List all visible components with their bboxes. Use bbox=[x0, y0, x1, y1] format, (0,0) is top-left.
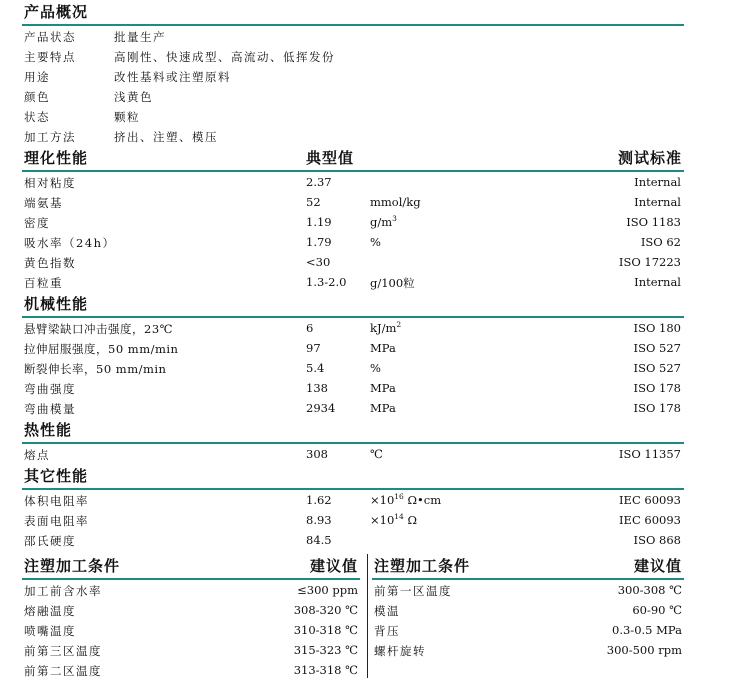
condition-value: 300-308 ℃ bbox=[617, 583, 682, 597]
table-row bbox=[22, 620, 360, 640]
test-standard: ISO 62 bbox=[640, 235, 681, 249]
unit-base: kJ/m bbox=[370, 321, 397, 335]
property-unit: % bbox=[370, 361, 381, 375]
property-value: 1.19 bbox=[306, 215, 332, 229]
property-value: 52 bbox=[306, 195, 321, 209]
table-row bbox=[22, 172, 684, 192]
test-standard: ISO 17223 bbox=[618, 255, 681, 269]
test-standard: ISO 868 bbox=[633, 533, 681, 547]
property-name: 百粒重 bbox=[24, 276, 63, 290]
property-value: 浅黄色 bbox=[114, 90, 153, 104]
processing-conditions bbox=[22, 554, 684, 678]
property-name: 黄色指数 bbox=[24, 256, 76, 270]
table-row bbox=[372, 640, 684, 660]
unit-suffix: Ω•cm bbox=[403, 493, 442, 507]
property-value: 挤出、注塑、模压 bbox=[114, 130, 218, 144]
table-row bbox=[22, 212, 684, 232]
property-name: 弯曲强度 bbox=[24, 382, 76, 396]
condition-value: 60-90 ℃ bbox=[632, 603, 682, 617]
unit-superscript: 14 bbox=[394, 512, 404, 522]
section-title: 注塑加工条件 bbox=[374, 557, 471, 575]
property-name: 用途 bbox=[24, 70, 50, 84]
property-unit: MPa bbox=[370, 401, 396, 415]
section-header-overview bbox=[22, 0, 684, 26]
property-unit bbox=[370, 513, 417, 527]
property-value: 批量生产 bbox=[114, 30, 166, 44]
property-value: 8.93 bbox=[306, 513, 332, 527]
test-standard: ISO 178 bbox=[633, 381, 681, 395]
other-table bbox=[22, 490, 684, 550]
property-name: 主要特点 bbox=[24, 50, 76, 64]
table-row bbox=[22, 530, 684, 550]
datasheet bbox=[22, 0, 684, 678]
table-row bbox=[22, 444, 684, 464]
table-row bbox=[22, 600, 360, 620]
table-row bbox=[22, 66, 684, 86]
condition-name: 模温 bbox=[374, 604, 400, 618]
test-standard: ISO 527 bbox=[633, 341, 681, 355]
property-unit bbox=[370, 215, 397, 229]
property-name: 加工方法 bbox=[24, 130, 76, 144]
mechanical-table bbox=[22, 318, 684, 418]
table-row bbox=[22, 398, 684, 418]
property-value: 1.3-2.0 bbox=[306, 275, 347, 289]
table-row bbox=[22, 580, 360, 600]
test-standard: IEC 60093 bbox=[619, 513, 681, 527]
table-row bbox=[22, 26, 684, 46]
property-value: 6 bbox=[306, 321, 314, 335]
property-value: 308 bbox=[306, 447, 328, 461]
column-header-recommended: 建议值 bbox=[633, 557, 682, 575]
processing-left bbox=[22, 554, 360, 680]
section-title: 机械性能 bbox=[24, 295, 89, 313]
column-header-typical-value: 典型值 bbox=[306, 149, 355, 167]
column-header-test-standard: 测试标准 bbox=[617, 149, 682, 167]
section-header-processing-left bbox=[22, 554, 360, 580]
table-row bbox=[22, 378, 684, 398]
property-name: 相对粘度 bbox=[24, 176, 76, 190]
property-value: 5.4 bbox=[306, 361, 325, 375]
table-row bbox=[22, 232, 684, 252]
test-standard: ISO 1183 bbox=[626, 215, 681, 229]
condition-name: 背压 bbox=[374, 624, 400, 638]
condition-name: 前第三区温度 bbox=[24, 644, 102, 658]
condition-value: ≤300 ppm bbox=[297, 583, 358, 597]
test-standard: IEC 60093 bbox=[619, 493, 681, 507]
unit-suffix: Ω bbox=[403, 513, 418, 527]
property-unit: % bbox=[370, 235, 381, 249]
test-standard: ISO 180 bbox=[633, 321, 681, 335]
table-row bbox=[22, 660, 360, 680]
unit-superscript: 16 bbox=[394, 492, 404, 502]
property-value: 改性基料或注塑原料 bbox=[114, 70, 231, 84]
section-title: 热性能 bbox=[24, 421, 73, 439]
property-unit: MPa bbox=[370, 341, 396, 355]
property-unit bbox=[370, 321, 401, 335]
unit-superscript: 3 bbox=[392, 214, 397, 224]
property-unit: ℃ bbox=[370, 447, 383, 461]
property-value: 138 bbox=[306, 381, 328, 395]
test-standard: Internal bbox=[634, 195, 681, 209]
condition-name: 螺杆旋转 bbox=[374, 644, 426, 658]
table-row bbox=[22, 46, 684, 66]
table-row bbox=[22, 318, 684, 338]
property-name: 颜色 bbox=[24, 90, 50, 104]
physical-table bbox=[22, 172, 684, 292]
property-name: 邵氏硬度 bbox=[24, 534, 76, 548]
table-row bbox=[22, 126, 684, 146]
property-value: 2934 bbox=[306, 401, 336, 415]
property-name: 熔点 bbox=[24, 448, 50, 462]
property-value: 97 bbox=[306, 341, 321, 355]
condition-name: 喷嘴温度 bbox=[24, 624, 76, 638]
condition-value: 310-318 ℃ bbox=[293, 623, 358, 637]
property-value: 高刚性、快速成型、高流动、低挥发份 bbox=[114, 50, 335, 64]
condition-name: 前第一区温度 bbox=[374, 584, 452, 598]
section-title: 产品概况 bbox=[24, 3, 89, 21]
table-row bbox=[372, 580, 684, 600]
property-value: 1.62 bbox=[306, 493, 332, 507]
column-divider bbox=[367, 554, 368, 678]
property-value: 1.79 bbox=[306, 235, 332, 249]
table-row bbox=[372, 600, 684, 620]
property-name: 悬臂梁缺口冲击强度，23℃ bbox=[24, 322, 173, 336]
property-name: 弯曲模量 bbox=[24, 402, 76, 416]
condition-value: 313-318 ℃ bbox=[293, 663, 358, 677]
condition-value: 0.3-0.5 MPa bbox=[612, 623, 682, 637]
unit-base: g/m bbox=[370, 215, 393, 229]
property-name: 体积电阻率 bbox=[24, 494, 89, 508]
section-header-thermal bbox=[22, 418, 684, 444]
table-row bbox=[22, 272, 684, 292]
property-unit: MPa bbox=[370, 381, 396, 395]
property-value: 84.5 bbox=[306, 533, 332, 547]
property-name: 断裂伸长率，50 mm/min bbox=[24, 362, 167, 376]
unit-superscript: 2 bbox=[396, 320, 402, 330]
table-row bbox=[22, 106, 684, 126]
section-header-mechanical bbox=[22, 292, 684, 318]
table-row bbox=[22, 358, 684, 378]
property-name: 端氨基 bbox=[24, 196, 63, 210]
property-unit: mmol/kg bbox=[370, 195, 421, 209]
property-name: 吸水率（24h） bbox=[24, 236, 116, 250]
condition-value: 315-323 ℃ bbox=[293, 643, 358, 657]
test-standard: ISO 11357 bbox=[618, 447, 681, 461]
property-name: 密度 bbox=[24, 216, 50, 230]
overview-table bbox=[22, 26, 684, 146]
column-header-recommended: 建议值 bbox=[309, 557, 358, 575]
test-standard: ISO 527 bbox=[633, 361, 681, 375]
table-row bbox=[22, 338, 684, 358]
property-unit: g/100粒 bbox=[370, 276, 415, 290]
section-title: 注塑加工条件 bbox=[24, 557, 121, 575]
property-unit bbox=[370, 493, 441, 507]
condition-value: 300-500 rpm bbox=[606, 643, 682, 657]
section-header-physical bbox=[22, 146, 684, 172]
property-name: 状态 bbox=[24, 110, 50, 124]
property-name: 产品状态 bbox=[24, 30, 76, 44]
property-name: 表面电阻率 bbox=[24, 514, 89, 528]
test-standard: Internal bbox=[634, 275, 681, 289]
table-row bbox=[22, 510, 684, 530]
property-name: 拉伸屈服强度，50 mm/min bbox=[24, 342, 179, 356]
condition-name: 前第二区温度 bbox=[24, 664, 102, 678]
unit-prefix: ×10 bbox=[370, 493, 395, 507]
section-header-processing-right bbox=[372, 554, 684, 580]
test-standard: ISO 178 bbox=[633, 401, 681, 415]
property-value: 颗粒 bbox=[114, 110, 140, 124]
condition-name: 加工前含水率 bbox=[24, 584, 102, 598]
section-header-other bbox=[22, 464, 684, 490]
table-row bbox=[22, 252, 684, 272]
section-title: 理化性能 bbox=[24, 149, 89, 167]
processing-right bbox=[372, 554, 684, 660]
condition-value: 308-320 ℃ bbox=[293, 603, 358, 617]
thermal-table bbox=[22, 444, 684, 464]
unit-prefix: ×10 bbox=[370, 513, 395, 527]
table-row bbox=[22, 192, 684, 212]
table-row bbox=[22, 640, 360, 660]
section-title: 其它性能 bbox=[24, 467, 89, 485]
table-row bbox=[372, 620, 684, 640]
property-value: 2.37 bbox=[306, 175, 332, 189]
condition-name: 熔融温度 bbox=[24, 604, 76, 618]
property-value: <30 bbox=[306, 255, 331, 269]
test-standard: Internal bbox=[634, 175, 681, 189]
table-row bbox=[22, 490, 684, 510]
table-row bbox=[22, 86, 684, 106]
